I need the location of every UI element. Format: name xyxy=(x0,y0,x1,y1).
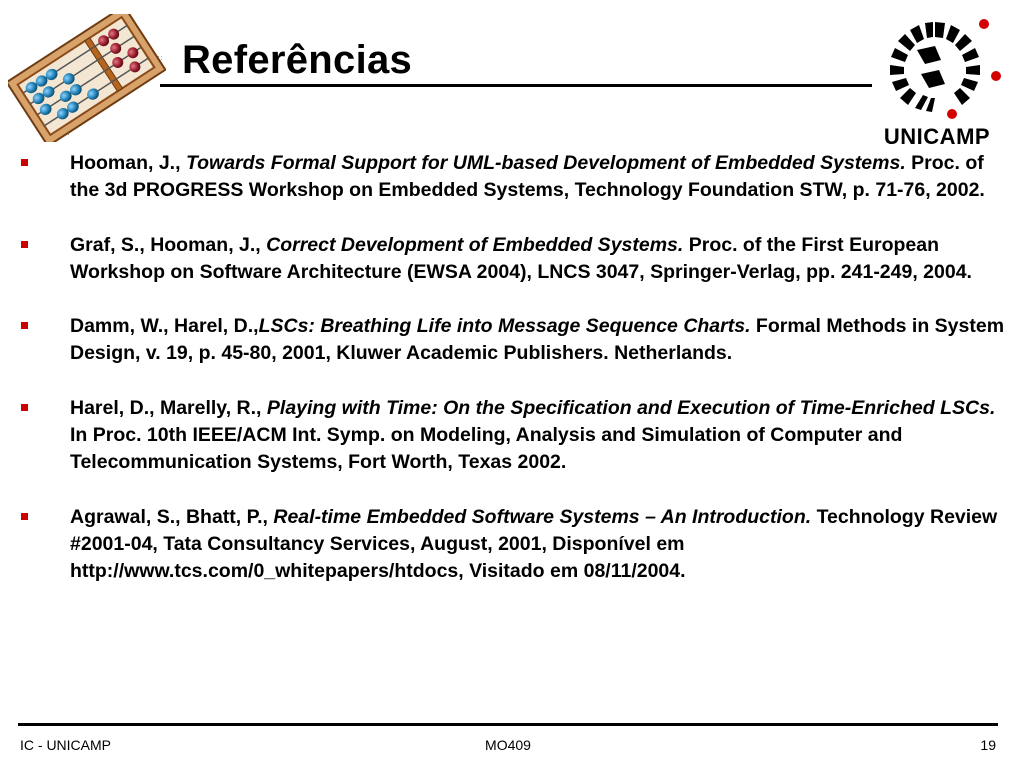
reference-details: Proc. of the 3d PROGRESS Workshop on Embedded Systems, Technology Foundation STW, p. 71-76, 2002. xyxy=(70,152,985,202)
reference-authors: Hooman, J., xyxy=(70,152,186,174)
bullet-icon xyxy=(21,241,28,248)
title-divider xyxy=(160,84,872,87)
bullet-icon xyxy=(21,159,28,166)
reference-details: Proc. of the First European Workshop on Software Architecture (EWSA 2004), LNCS 3047, Springer-Verlag, pp. 241-249, 2004. xyxy=(70,233,972,283)
page-title: Referências xyxy=(182,38,413,82)
reference-authors: Agrawal, S., Bhatt, P., xyxy=(70,505,274,528)
bullet-icon xyxy=(21,322,28,329)
reference-details: In Proc. 10th IEEE/ACM Int. Symp. on Modeling, Analysis and Simulation of Computer and Telecommunication Systems, Fort Worth, Texas 2002. xyxy=(70,424,903,474)
logo-text: UNICAMP xyxy=(883,124,991,149)
page-number: 19 xyxy=(980,737,996,753)
list-item xyxy=(18,232,1008,287)
reference-authors: Graf, S., Hooman, J., xyxy=(70,233,267,256)
reference-title: Towards Formal Support for UML-based Development of Embedded Systems. xyxy=(185,152,906,174)
reference-title: Real-time Embedded Software Systems – An Introduction. xyxy=(273,505,812,528)
list-item xyxy=(18,504,1008,586)
footer-course: MO409 xyxy=(485,737,531,753)
list-item xyxy=(18,313,1008,368)
reference-details: Technology Review #2001-04, Tata Consultancy Services, August, 2001, Disponível em http://www.tcs.com/0_whitepapers/htdocs, Visitado em 08/11/2004. xyxy=(70,505,998,583)
reference-list xyxy=(18,150,1008,613)
footer-institution: IC - UNICAMP xyxy=(20,737,111,753)
reference-authors: Damm, W., Harel, D., xyxy=(70,315,259,338)
reference-title: Correct Development of Embedded Systems. xyxy=(266,233,684,256)
bullet-icon xyxy=(21,404,28,411)
reference-details: Formal Methods in System Design, v. 19, p. 45-80, 2001, Kluwer Academic Publishers. Netherlands. xyxy=(70,315,1005,365)
list-item xyxy=(18,150,1008,205)
reference-authors: Harel, D., Marelly, R., xyxy=(70,396,267,419)
footer-divider xyxy=(18,723,998,726)
reference-title: Playing with Time: On the Specification and Execution of Time-Enriched LSCs. xyxy=(266,396,996,419)
list-item xyxy=(18,395,1008,477)
reference-title: LSCs: Breathing Life into Message Sequence Charts. xyxy=(258,315,751,338)
abacus-icon xyxy=(8,14,166,142)
logo-emblem-icon xyxy=(872,14,1002,122)
unicamp-logo xyxy=(872,14,1002,148)
bullet-icon xyxy=(21,513,28,520)
